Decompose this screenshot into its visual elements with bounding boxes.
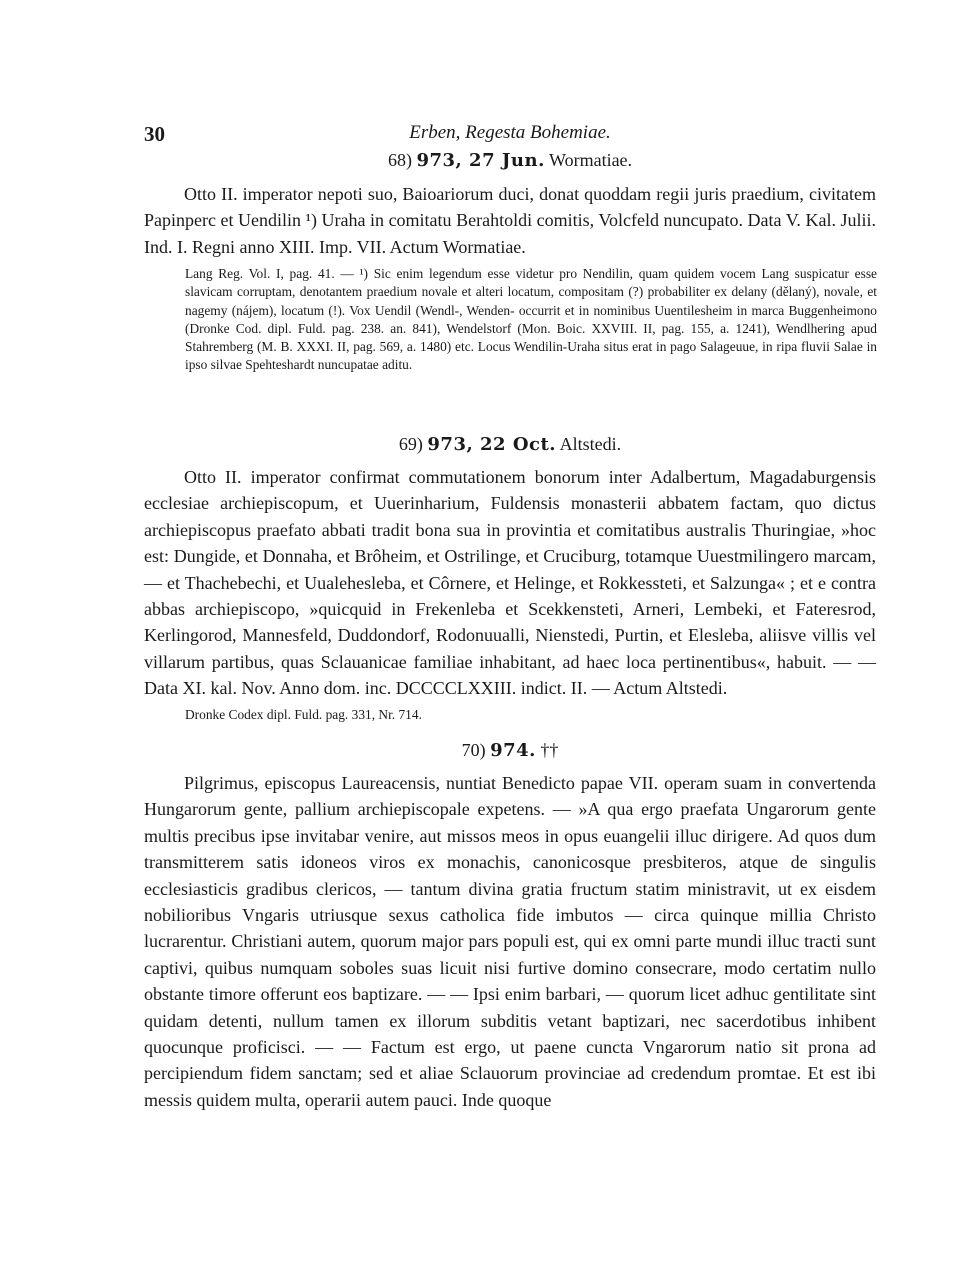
entry-text: Pilgrimus, episcopus Laureacensis, nuntiat Benedicto papae VII. operam suam in convertenda Hungarorum gente, pallium archiepiscopale expetens. — »A qua ergo praefata Ungarorum gente multis precibus ipse invitabar venire, aut missos meos in opus euangelii illuc dirigere. Ad quos dum transmitterem satis idoneos viros ex monachis, canonicosque presbiteros, atque de singulis ecclesiasticis gradibus clericos, — tantum divina gratia fructum statim ministravit, ut ex eisdem nobilioribus Vngaris utriusque sexus catholica fide imbutos — circa quinque millia Christo lucrarentur. Christiani autem, quorum major pars populi est, qui ex omni parte mundi illuc tracti sunt captivi, quibus numquam soboles suas licuit nisi furtive domino consecrare, modo certatim nullo obstante timore offerunt eos baptizare. — — Ipsi enim barbari, — quorum licet adhuc gentilitate sint quidam detenti, nullum tamen ex illorum subditis vetant baptizari, nec sacerdotibus inhibent quocunque proficisci. — — Factum est ergo, ut paene cuncta Vngarorum natio sit prona ad percipiendum fidem sanctam; sed et aliae Sclauorum provinciae ad credendum promtae. Et est ibi messis quidem multa, operarii autem pauci. Inde quoque (144, 773, 876, 1110)
entry-note: Lang Reg. Vol. I, pag. 41. — ¹) Sic enim legendum esse videtur pro Nendilin, quam quidem vocem Lang suspicatur esse slavicam corruptam, denotantem praedium novale et alteri locatum, compositam (?) probabiliter ex delany (dělaný), novale, et nagemy (nájem), locatum (!). Vox Uendil (Wendl-, Wenden- occurrit et in nominibus Uuentilesheim in marca Buggenheimono (Dronke Cod. dipl. Fuld. pag. 238. an. 841), Wendelstorf (Mon. Boic. XXVIII. II, pag. 155, a. 1241), Wendlhering apud Stahremberg (M. B. XXXI. II, pag. 569, a. 1480) etc. Locus Wendilin-Uraha situs erat in pago Salageuue, in ripa fluvii Salae in ipso silvae Spehteshardt nuncupatae aditu. (185, 266, 877, 373)
entry-place: Wormatiae. (549, 150, 633, 170)
entry-date: 974. (490, 740, 536, 761)
entry-number: 69) (398, 434, 423, 454)
entry-date: 973, 27 Jun. (416, 150, 545, 171)
entry-text: Otto II. imperator confirmat commutationem bonorum inter Adalbertum, Magadaburgensis ecclesiae archiepiscopum, et Uuerinharium, Fuldensis monasterii abbatem factam, quo dictus archiepiscopus praefato abbati tradit bona sua in provintia et comitatibus australis Thuringiae, »hoc est: Dungide, et Donnaha, et Brôheim, et Ostrilinge, et Cruciburg, totamque Uuestmilingero marcam, — et Thachebechi, et Uualehesleba, et Côrnere, et Helinge, et Rokkessteti, et Salzunga« ; et e contra abbas archiepiscopo, »quicquid in Frekenleba et Scekkensteti, Arneri, Lembeki, et Fateresrod, Kerlingorod, Mannesfeld, Duddondorf, Rodonuualli, Nienstedi, Purtin, et Elesleba, aliisve villis vel villarum partibus, quas Sclauanicae familiae inhabitant, ad haec loca pertinentibus«, habuit. — — Data XI. kal. Nov. Anno dom. inc. DCCCCLXXIII. indict. II. — Actum Altstedi. (144, 467, 876, 699)
entry-place: †† (540, 740, 559, 760)
entry-heading (144, 434, 876, 455)
entry-number: 70) (461, 740, 486, 760)
entry-heading (144, 740, 876, 761)
running-title: Erben, Regesta Bohemiae. (409, 122, 611, 143)
entry-number: 68) (387, 150, 412, 170)
page-header (144, 122, 876, 146)
entry-note: Dronke Codex dipl. Fuld. pag. 331, Nr. 714. (185, 707, 422, 722)
entry-place: Altstedi. (559, 434, 622, 454)
entry-text: Otto II. imperator nepoti suo, Baioariorum duci, donat quoddam regii juris praedium, civitatem Papinperc et Uendilin ¹) Uraha in comitatu Berahtoldi comitis, Volcfeld nuncupato. Data V. Kal. Julii. Ind. I. Regni anno XIII. Imp. VII. Actum Wormatiae. (144, 184, 876, 257)
page-number: 30 (144, 122, 165, 146)
entry-date: 973, 22 Oct. (427, 434, 557, 455)
entry-heading (144, 150, 876, 171)
